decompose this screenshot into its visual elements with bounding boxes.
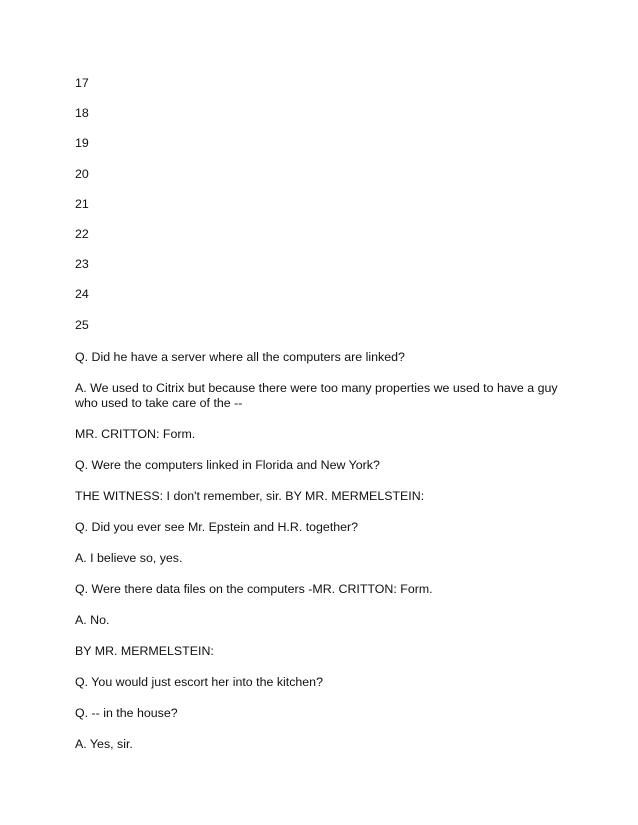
transcript-question: Q. Were the computers linked in Florida and New York?: [75, 458, 380, 472]
transcript-question: Q. -- in the house?: [75, 706, 178, 720]
transcript-body: [75, 350, 565, 768]
transcript-question: Q. Were there data files on the computers -MR. CRITTON: Form.: [75, 582, 433, 596]
transcript-question: Q. You would just escort her into the kitchen?: [75, 675, 323, 689]
transcript-examiner-heading: BY MR. MERMELSTEIN:: [75, 644, 214, 658]
line-number: 19: [75, 136, 89, 151]
transcript-question: Q. Did he have a server where all the computers are linked?: [75, 350, 405, 364]
line-number: 20: [75, 166, 89, 181]
line-number: 17: [75, 76, 89, 90]
transcript-question: Q. Did you ever see Mr. Epstein and H.R. together?: [75, 520, 359, 534]
transcript-answer: A. Yes, sir.: [75, 737, 133, 751]
transcript-answer: A. We used to Citrix but because there were too many properties we used to have a guy who used to take care of the --: [75, 381, 558, 410]
transcript-answer: A. No.: [75, 613, 110, 627]
line-number: 25: [75, 317, 89, 332]
line-number: 23: [75, 257, 89, 272]
line-number: 18: [75, 106, 89, 121]
transcript-witness-statement: THE WITNESS: I don't remember, sir. BY MR. MERMELSTEIN:: [75, 489, 425, 503]
line-number-list: [75, 76, 89, 348]
line-number: 22: [75, 226, 89, 241]
line-number: 24: [75, 287, 89, 302]
transcript-objection: MR. CRITTON: Form.: [75, 427, 196, 441]
line-number: 21: [75, 196, 89, 211]
transcript-answer: A. I believe so, yes.: [75, 551, 183, 565]
